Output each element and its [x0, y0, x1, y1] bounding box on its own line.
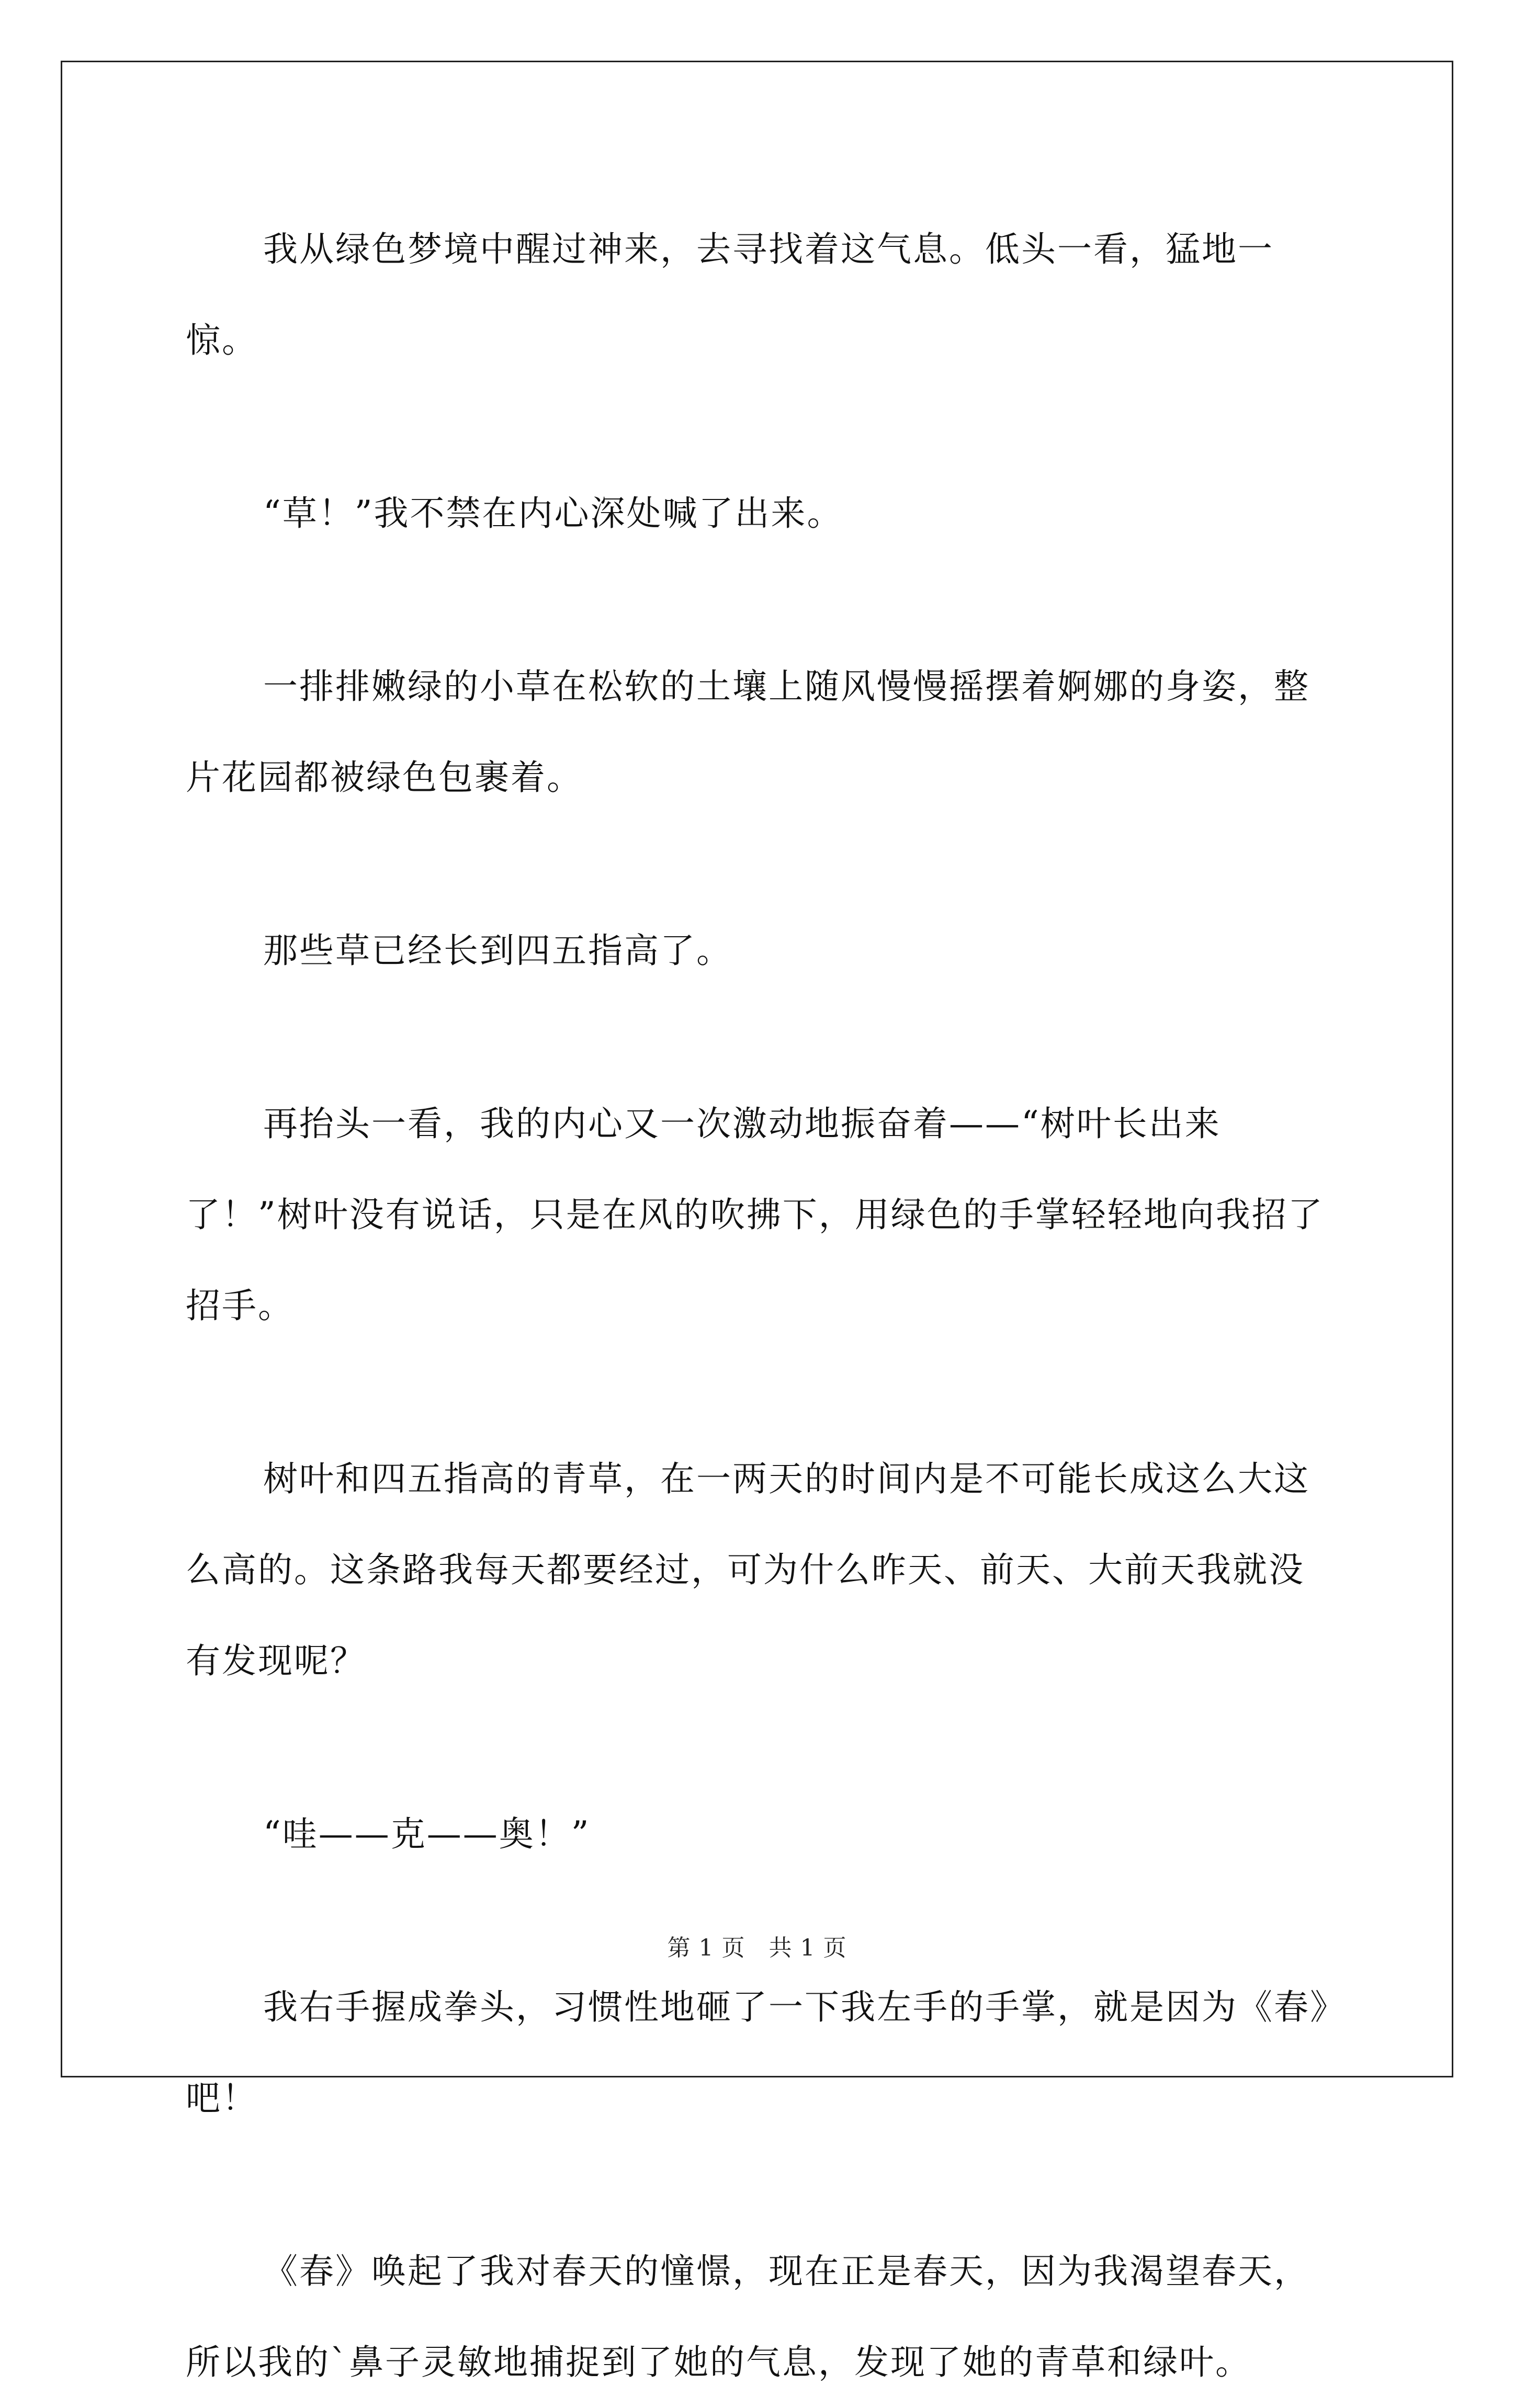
paragraph-7: “哇——克——奥！” — [263, 1814, 591, 1854]
paragraph-4: 那些草已经长到四五指高了。 — [263, 930, 732, 971]
page-number-footer: 第 1 页 共 1 页 — [667, 1935, 847, 1961]
paragraph-5: 再抬头一看，我的内心又一次激动地振奋着——“树叶长出来了！”树叶没有说话，只是在风的吹拂下，用绿色的手掌轻轻地向我招了招手。 — [186, 1104, 1324, 1326]
paragraph-2: “草！”我不禁在内心深处喊了出来。 — [263, 493, 843, 533]
document-body — [186, 204, 1331, 2408]
paragraph-8: 我右手握成拳头，习惯性地砸了一下我左手的手掌，就是因为《春》吧！ — [186, 1987, 1329, 2118]
paragraph-3: 一排排嫩绿的小草在松软的土壤上随风慢慢摇摆着婀娜的身姿，整片花园都被绿色包裹着。 — [186, 666, 1310, 798]
paragraph-9: 《春》唤起了我对春天的憧憬，现在正是春天，因为我渴望春天，所以我的`鼻子灵敏地捕捉到了她的气息，发现了她的青草和绿叶。 — [186, 2251, 1310, 2382]
paragraph-6: 树叶和四五指高的青草，在一两天的时间内是不可能长成这么大这么高的。这条路我每天都要经过，可为什么昨天、前天、大前天我就没有发现呢？ — [186, 1459, 1310, 1681]
paragraph-1: 我从绿色梦境中醒过神来，去寻找着这气息。低头一看，猛地一惊。 — [186, 229, 1274, 360]
